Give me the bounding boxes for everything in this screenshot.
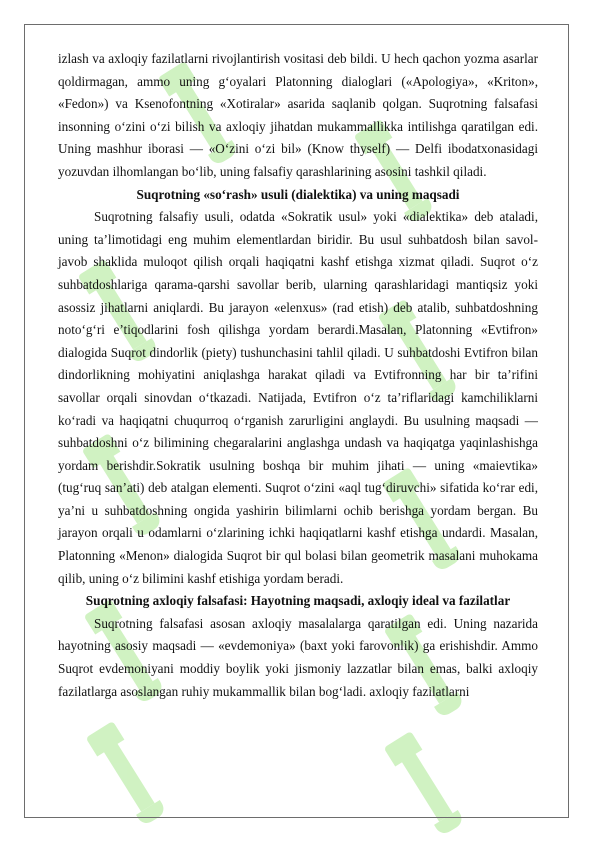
section-heading: Suqrotning axloqiy falsafasi: Hayotning maqsadi, axloqiy ideal va fazilatlar	[85, 593, 511, 609]
paragraph: Suqrotning falsafasi asosan axloqiy masalalarga qaratilgan edi. Uning nazarida hayotning asosiy maqsadi — «evdemoniya» (baxt yoki farovonlik) ga erishishdir. Ammo Suqrot evdemoniyani moddiy boylik yoki jismoniy lazzatlar bilan emas, balki axloqiy fazilatlarga asoslangan ruhiy mukammallik bilan bog‘ladi. axloqiy fazilatlarni	[58, 615, 538, 699]
section-heading: Suqrotning «so‘rash» usuli (dialektika) va uning maqsadi	[136, 186, 460, 202]
paragraph: Suqrotning falsafiy usuli, odatda «Sokratik usul» yoki «dialektika» deb ataladi, uning ta’limotidagi eng muhim elementlardan biridir. Bu usul suhbatdosh bilan savol-javob shaklida muloqot qilish orqali haqiqatni kashf etishga xizmat qiladi. Suqrot o‘z suhbatdoshlariga qarama-qarshi savollar berib, ularning qarashlaridagi mantiqsiz yoki asossiz jihatlarni aniqlardi. Bu jarayon «elenxus» (rad etish) deb atalib, suhbatdoshning noto‘g‘ri e’tiqodlarini fosh qilishga yordam berardi.Masalan, Platonning «Evtifron» dialogida Suqrot dindorlik (piety) tushunchasini tahlil qiladi. U suhbatdoshi Evtifron bilan dindorlikning mohiyatini aniqlashga harakat qiladi va Evtifronning har bir ta’rifini savollar orqali sinovdan o‘tkazadi. Natijada, Evtifron o‘z ta’riflaridagi kamchiliklarni ko‘radi va haqiqatni chuqurroq o‘rganish zarurligini anglaydi. Bu usulning maqsadi — suhbatdoshni o‘z bilimining chegaralarini anglashga undash va haqiqatga yaqinlashishga yordam berishdir.Sokratik usulning boshqa bir muhim jihati — uning «maievtika» (tug‘ruq san’ati) deb atalgan elementi. Suqrot o‘zini «aql tug‘diruvchi» sifatida ko‘rar edi, ya’ni u suhbatdoshning ongida yashirin bilimlarni ochib berishga yordam bergan. Bu jarayon orqali u odamlarni o‘zlarining ichki haqiqatlarni kashf etishga undardi. Masalan, Platonning «Menon» dialogida Suqrot bir qul bolasi bilan geometrik masalani muhokama qilib, uning o‘z bilimini kashf etishiga yordam beradi.	[58, 209, 538, 586]
paragraph: izlash va axloqiy fazilatlarni rivojlantirish vositasi deb bildi. U hech qachon yozma asarlar qoldirmagan, ammo uning g‘oyalari Platonning dialoglari («Apologiya», «Kriton», «Fedon») va Ksenofontning «Xotiralar» asarida saqlanib qolgan. Suqrotning falsafasi insonning o‘zini o‘zi bilish va axloqiy jihatdan mukammallikka intilishga qaratilgan edi. Uning mashhur iborasi — «O‘zini o‘zi bil» (Know thyself) — Delfi ibodatxonasidagi yozuvdan ilhomlangan bo‘lib, uning falsafiy qarashlarining asosini tashkil qiladi.	[58, 51, 538, 179]
document-body	[58, 48, 538, 703]
